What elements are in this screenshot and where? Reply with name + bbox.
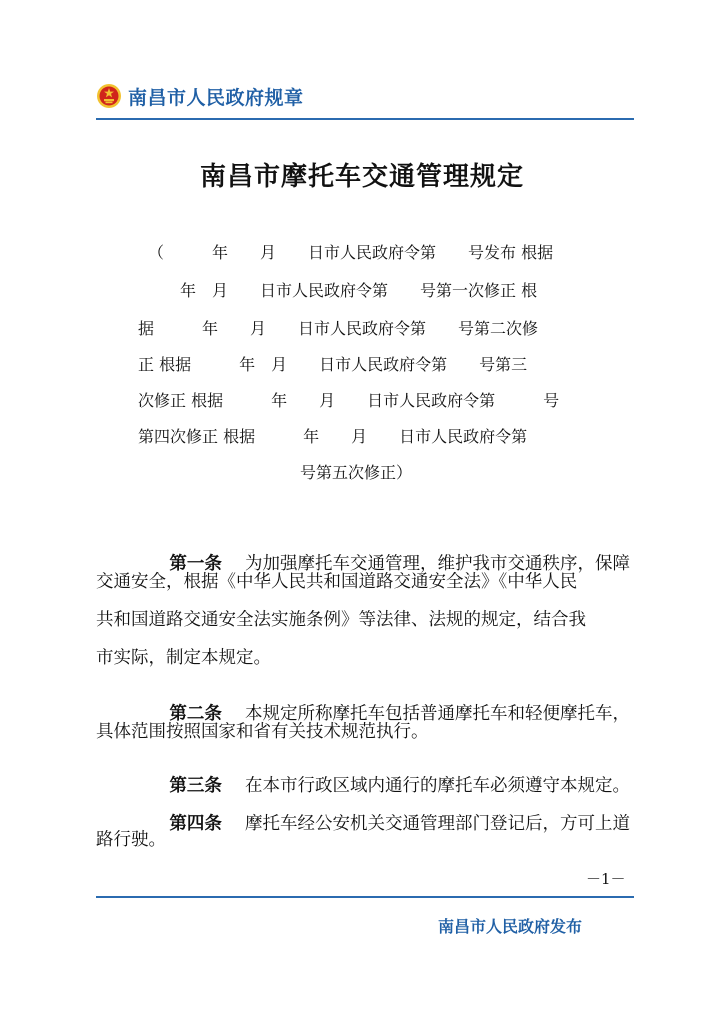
article-text: 具体范围按照国家和省有关技术规范执行。: [96, 722, 429, 742]
promulgation-line: 次修正 根据 年 月 日市人民政府令第 号: [138, 391, 560, 410]
article-text: 摩托车经公安机关交通管理部门登记后，方可上道: [244, 814, 630, 834]
promulgation-line: 号第五次修正）: [300, 463, 413, 482]
promulgation-line: 年 月 日市人民政府令第 号第一次修正 根: [180, 281, 538, 300]
header-title: 南昌市人民政府规章: [128, 87, 304, 109]
article-text: 共和国道路交通安全法实施条例》等法律、法规的规定，结合我: [96, 610, 586, 630]
document-title: 南昌市摩托车交通管理规定: [199, 162, 524, 192]
article-label: 第四条: [169, 813, 222, 833]
article-text: 路行驶。: [96, 830, 166, 850]
article-text: 市实际，制定本规定。: [96, 648, 271, 668]
article-label: 第三条: [169, 775, 222, 795]
header: [96, 78, 304, 114]
page-number: －1－: [586, 870, 626, 888]
article-text: 为加强摩托车交通管理，维护我市交通秩序，保障: [244, 554, 630, 574]
national-emblem-icon: [96, 83, 122, 109]
article-label: 第二条: [169, 703, 222, 723]
article-text: 本规定所称摩托车包括普通摩托车和轻便摩托车，: [244, 704, 630, 724]
header-rule: [96, 118, 634, 120]
footer-rule: [96, 896, 634, 898]
promulgation-line: （ 年 月 日市人民政府令第 号发布 根据: [148, 243, 554, 262]
promulgation-line: 正 根据 年 月 日市人民政府令第 号第三: [138, 355, 528, 374]
promulgation-line: 据 年 月 日市人民政府令第 号第二次修: [138, 319, 539, 338]
promulgation-line: 第四次修正 根据 年 月 日市人民政府令第: [138, 427, 528, 446]
article-text: 在本市行政区域内通行的摩托车必须遵守本规定。: [244, 776, 630, 796]
footer-publisher: 南昌市人民政府发布: [438, 919, 583, 936]
article-text: 交通安全，根据《中华人民共和国道路交通安全法》《中华人民: [96, 572, 578, 592]
article-label: 第一条: [169, 553, 222, 573]
